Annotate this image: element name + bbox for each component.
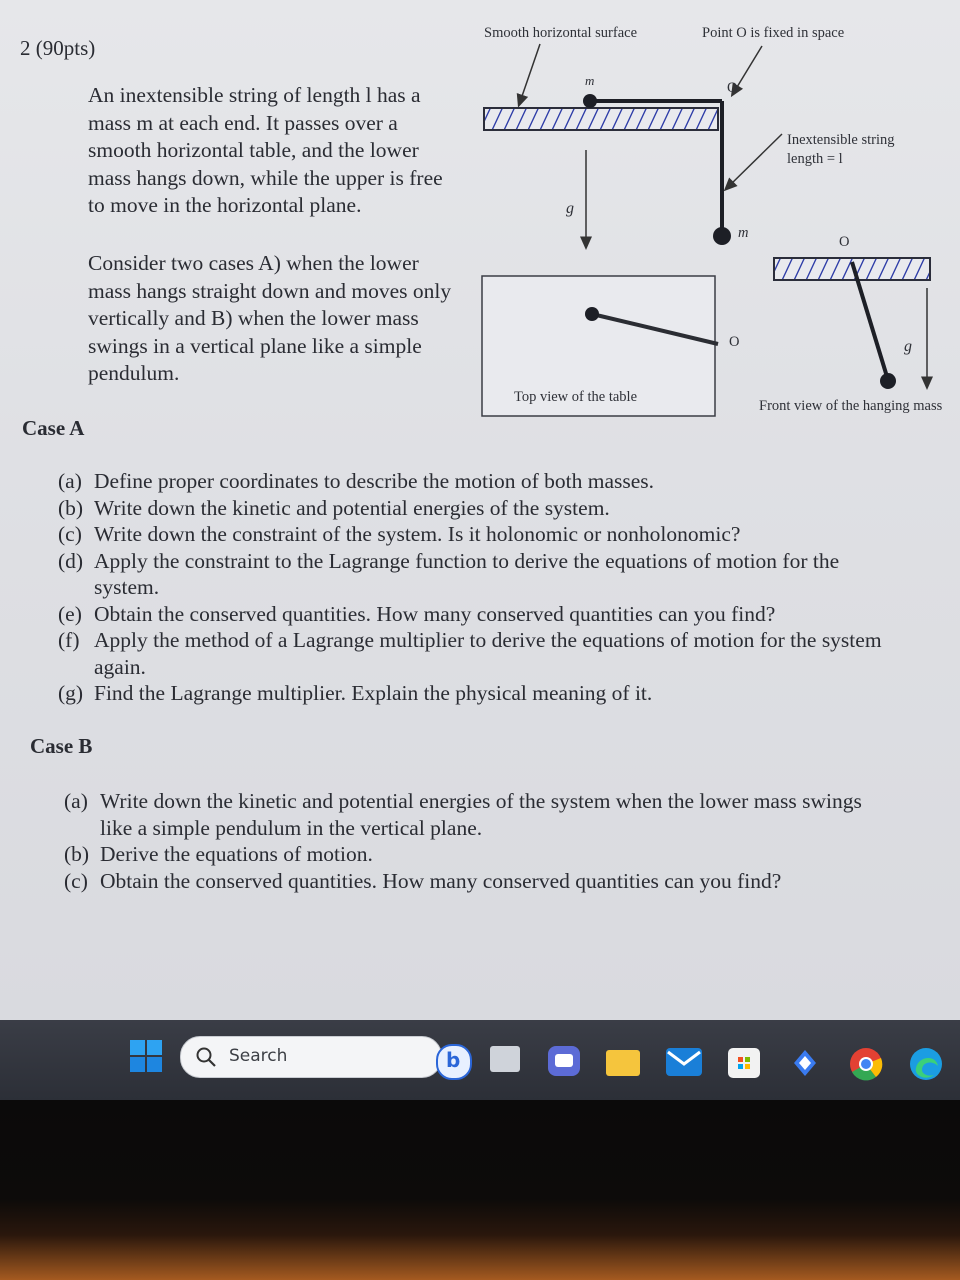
pendulum-mass xyxy=(880,373,896,389)
front-view-table xyxy=(774,258,930,280)
surface-label: Smooth horizontal surface xyxy=(484,25,638,41)
point-o-top: O xyxy=(727,80,738,96)
list-item: (a) Define proper coordinates to describe the motion of both masses. xyxy=(58,469,655,493)
list-item: (f) Apply the method of a Lagrange multiplier to derive the equations of motion for the system again. xyxy=(58,628,882,679)
problem-number: 2 (90pts) xyxy=(20,36,96,60)
list-item: (c) Write down the constraint of the system. Is it holonomic or nonholonomic? xyxy=(58,522,741,546)
lower-mass xyxy=(713,227,731,245)
problem-cases-intro: Consider two cases A) when the lower mass hangs straight down and moves only vertically and B) when the lower mass swings in a vertical plane like a simple pendulum. xyxy=(88,251,452,385)
front-gravity-label: g xyxy=(904,338,912,355)
diagram-svg xyxy=(470,20,960,420)
top-view-label: Top view of the table xyxy=(514,389,638,405)
point-o-top-view: O xyxy=(729,334,740,350)
upper-mass xyxy=(583,94,597,108)
point-o-label: Point O is fixed in space xyxy=(702,25,845,41)
case-b-title: Case B xyxy=(30,734,93,758)
string-label-line2: length = l xyxy=(787,151,843,167)
string-pointer-arrow xyxy=(728,134,782,187)
list-item: (b) Write down the kinetic and potential energies of the system. xyxy=(58,495,610,520)
surface-pointer-arrow xyxy=(520,44,540,102)
search-placeholder: Search xyxy=(229,1046,288,1066)
list-item: (b) Derive the equations of motion. xyxy=(64,842,373,866)
lower-mass-label: m xyxy=(738,225,749,241)
teams-icon[interactable] xyxy=(548,1046,580,1076)
front-view-label: Front view of the hanging mass xyxy=(759,398,943,414)
mail-icon[interactable] xyxy=(666,1048,702,1076)
laptop-bezel xyxy=(0,1100,960,1280)
list-item: (d) Apply the constraint to the Lagrange function to derive the equations of motion for the system. xyxy=(58,548,840,599)
chrome-icon[interactable] xyxy=(848,1046,884,1082)
table-surface xyxy=(484,108,718,130)
problem-intro: An inextensible string of length l has a mass m at each end. It passes over a smooth horizontal table, and the lower mass hangs down, while the upper is free to move in the horizontal plane. xyxy=(88,83,443,217)
string-label-line1: Inextensible string xyxy=(787,132,895,148)
search-box[interactable] xyxy=(180,1036,442,1078)
windows-start-icon[interactable] xyxy=(130,1040,162,1072)
point-o-front: O xyxy=(839,234,850,250)
search-icon xyxy=(195,1046,217,1068)
folder-icon[interactable] xyxy=(606,1050,640,1076)
copilot-icon[interactable] xyxy=(788,1046,822,1080)
edge-icon[interactable] xyxy=(908,1046,944,1082)
case-b-questions xyxy=(64,788,864,894)
list-item: (a) Write down the kinetic and potential energies of the system when the lower mass swings like a simple pendulum in the vertical plane. xyxy=(64,789,862,840)
top-view-mass xyxy=(585,307,599,321)
list-item: (g) Find the Lagrange multiplier. Explain the physical meaning of it. xyxy=(58,681,653,705)
bing-icon[interactable]: b xyxy=(436,1044,472,1080)
store-icon[interactable] xyxy=(728,1048,760,1078)
point-o-pointer-arrow xyxy=(734,46,762,92)
gravity-label: g xyxy=(566,200,574,217)
list-item: (c) Obtain the conserved quantities. How many conserved quantities can you find? xyxy=(64,868,782,893)
list-item: (e) Obtain the conserved quantities. How many conserved quantities can you find? xyxy=(58,601,776,626)
upper-mass-label: m xyxy=(585,73,595,88)
case-a-questions xyxy=(58,468,882,707)
case-a-title: Case A xyxy=(22,416,85,440)
file-explorer-icon[interactable] xyxy=(490,1046,520,1072)
